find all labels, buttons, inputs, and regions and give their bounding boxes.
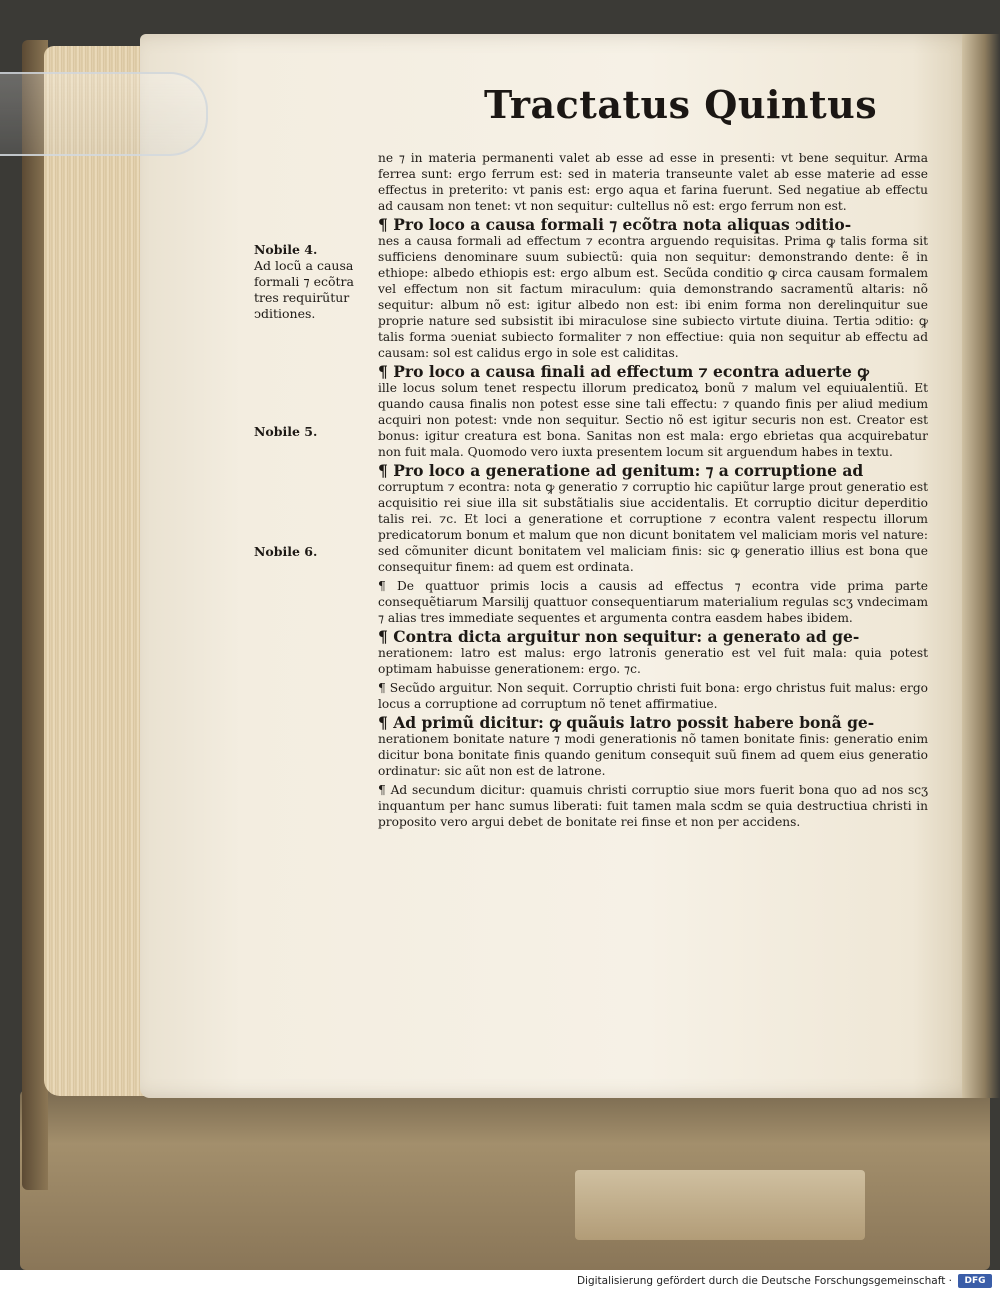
margin-note-line: formali ⁊ ecõtra	[254, 274, 354, 289]
margin-note-line: tres requirũtur	[254, 290, 350, 305]
funding-credit: Digitalisierung gefördert durch die Deutsche Forschungsgemeinschaft ·	[576, 1275, 952, 1287]
paragraph: ille locus solum tenet respectu illorum predicatoꝝ bonũ ⁊ malum vel equiualentiũ. Et quando causa finalis non potest esse sine tali effectu: ⁊ quando finis per aliud medium acquiri non potest: vnde non sequitur. Sectio nõ est igitur securis non est. Creator est bonus: igitur creatura est bona. Sanitas non est mala: ergo ebrietas qua acquirebatur non fuit mala. Quomodo vero iuxta presentem locum sit arguendum habes in textu.	[378, 381, 928, 459]
margin-note-4	[254, 242, 374, 322]
dfg-logo: DFG	[958, 1274, 992, 1288]
running-title: Tractatus Quintus	[484, 82, 878, 127]
margin-note-6	[254, 544, 374, 560]
page-clip	[0, 72, 208, 156]
paragraph: nes a causa formali ad effectum ⁊ econtra arguendo requisitas. Prima ꝙ talis forma sit sufficiens denominare suum subiectũ: quia non sequitur: demonstrando dente: ẽ in ethiope: albedo ethiopis est: ergo album est. Secũda conditio ꝙ circa causam formalem vel effectum non sit factum miraculum: quia demonstrando sacramentũ altaris: nõ sequitur: album nõ est: igitur albedo non est: ibi enim forma non derelinquitur sue proprie nature sed subsistit ibi miraculose sine subiecto virtute diuina. Tertia ↄditio: ꝙ talis forma ↄueniat subiecto formaliter ⁊ non effectiue: quia non sequitur ab effectu ad causam: sol est calidus ergo in sole est caliditas.	[378, 234, 928, 360]
paragraph-lead: ¶ Pro loco a causa formali ⁊ ecõtra nota aliquas ↄditio-	[378, 215, 852, 234]
margin-note-line: ↄditiones.	[254, 306, 316, 321]
margin-note-head: Nobile 4.	[254, 242, 318, 257]
paragraph: corruptum ⁊ econtra: nota ꝙ generatio ⁊ corruptio hic capiũtur large prout generatio est acquisitio rei siue illa sit substãtialis siue accidentalis. Et corruptio dicitur deperditio talis rei. ⁊c. Et loci a generatione et corruptione ⁊ econtra valent respectu illorum predicatorum bonum et malum que non dicunt bonitatem vel maliciam moris vel nature: sed cõmuniter dicunt bonitatem vel maliciam finis: sic ꝙ generatio illius est bona que consequitur finem: ad quem est ordinata.	[378, 480, 928, 574]
paragraph: nerationem bonitate nature ⁊ modi generationis nõ tamen bonitate finis: generatio enim dicitur bona bonitate finis quando genitum consequit suũ finem ad quem eius generatio ordinatur: sic aũt non est de latrone.	[378, 732, 928, 778]
paragraph: ne ⁊ in materia permanenti valet ab esse ad esse in presenti: vt bene sequitur. Arma ferrea sunt: ergo ferrum est: sed in materia transeunte valet ab esse materie ad esse effectus in preterito: vt panis est: ergo aqua et farina fuerunt. Sed negatiue ab effectu ad causam non tenet: vt non sequitur: cultellus nõ est: ergo ferrum non est.	[378, 151, 928, 213]
paragraph: ¶ Secũdo arguitur. Non sequit. Corruptio christi fuit bona: ergo christus fuit malus: ergo locus a corruptione ad corruptum nõ tenet affirmatiue.	[378, 681, 928, 711]
book-gutter	[962, 34, 1000, 1098]
page-edges	[44, 46, 154, 1096]
margin-note-head: Nobile 6.	[254, 544, 318, 559]
paragraph: ¶ De quattuor primis locis a causis ad effectus ⁊ econtra vide prima parte consequẽtiarum Marsilij quattuor consequentiarum materialium regulas scʒ vndecimam ⁊ alias tres immediate sequentes et argumenta contra easdem habes ibidem.	[378, 579, 928, 625]
paragraph-lead: ¶ Pro loco a causa finali ad effectum ⁊ econtra aduerte ꝙ	[378, 362, 869, 381]
margin-note-5	[254, 424, 374, 440]
paragraph-lead: ¶ Pro loco a generatione ad genitum: ⁊ a corruptione ad	[378, 461, 864, 480]
book-strap	[575, 1170, 865, 1240]
paragraph-lead: ¶ Contra dicta arguitur non sequitur: a generato ad ge-	[378, 627, 860, 646]
body-text	[378, 150, 928, 830]
paragraph-lead: ¶ Ad primũ dicitur: ꝙ quãuis latro possit habere bonã ge-	[378, 713, 875, 732]
paragraph: ¶ Ad secundum dicitur: quamuis christi corruptio siue mors fuerit bona quo ad nos scʒ inquantum per hanc sumus liberati: fuit tamen mala scdm se quia destructiua christi in proposito vero argui debet de bonitate rei finse et non per accidens.	[378, 783, 928, 829]
margin-note-line: Ad locũ a causa	[254, 258, 354, 273]
margin-note-head: Nobile 5.	[254, 424, 318, 439]
paragraph: nerationem: latro est malus: ergo latronis generatio est vel fuit mala: quia potest optimam habuisse generationem: ergo. ⁊c.	[378, 646, 928, 676]
footer-bar	[0, 1270, 1000, 1293]
